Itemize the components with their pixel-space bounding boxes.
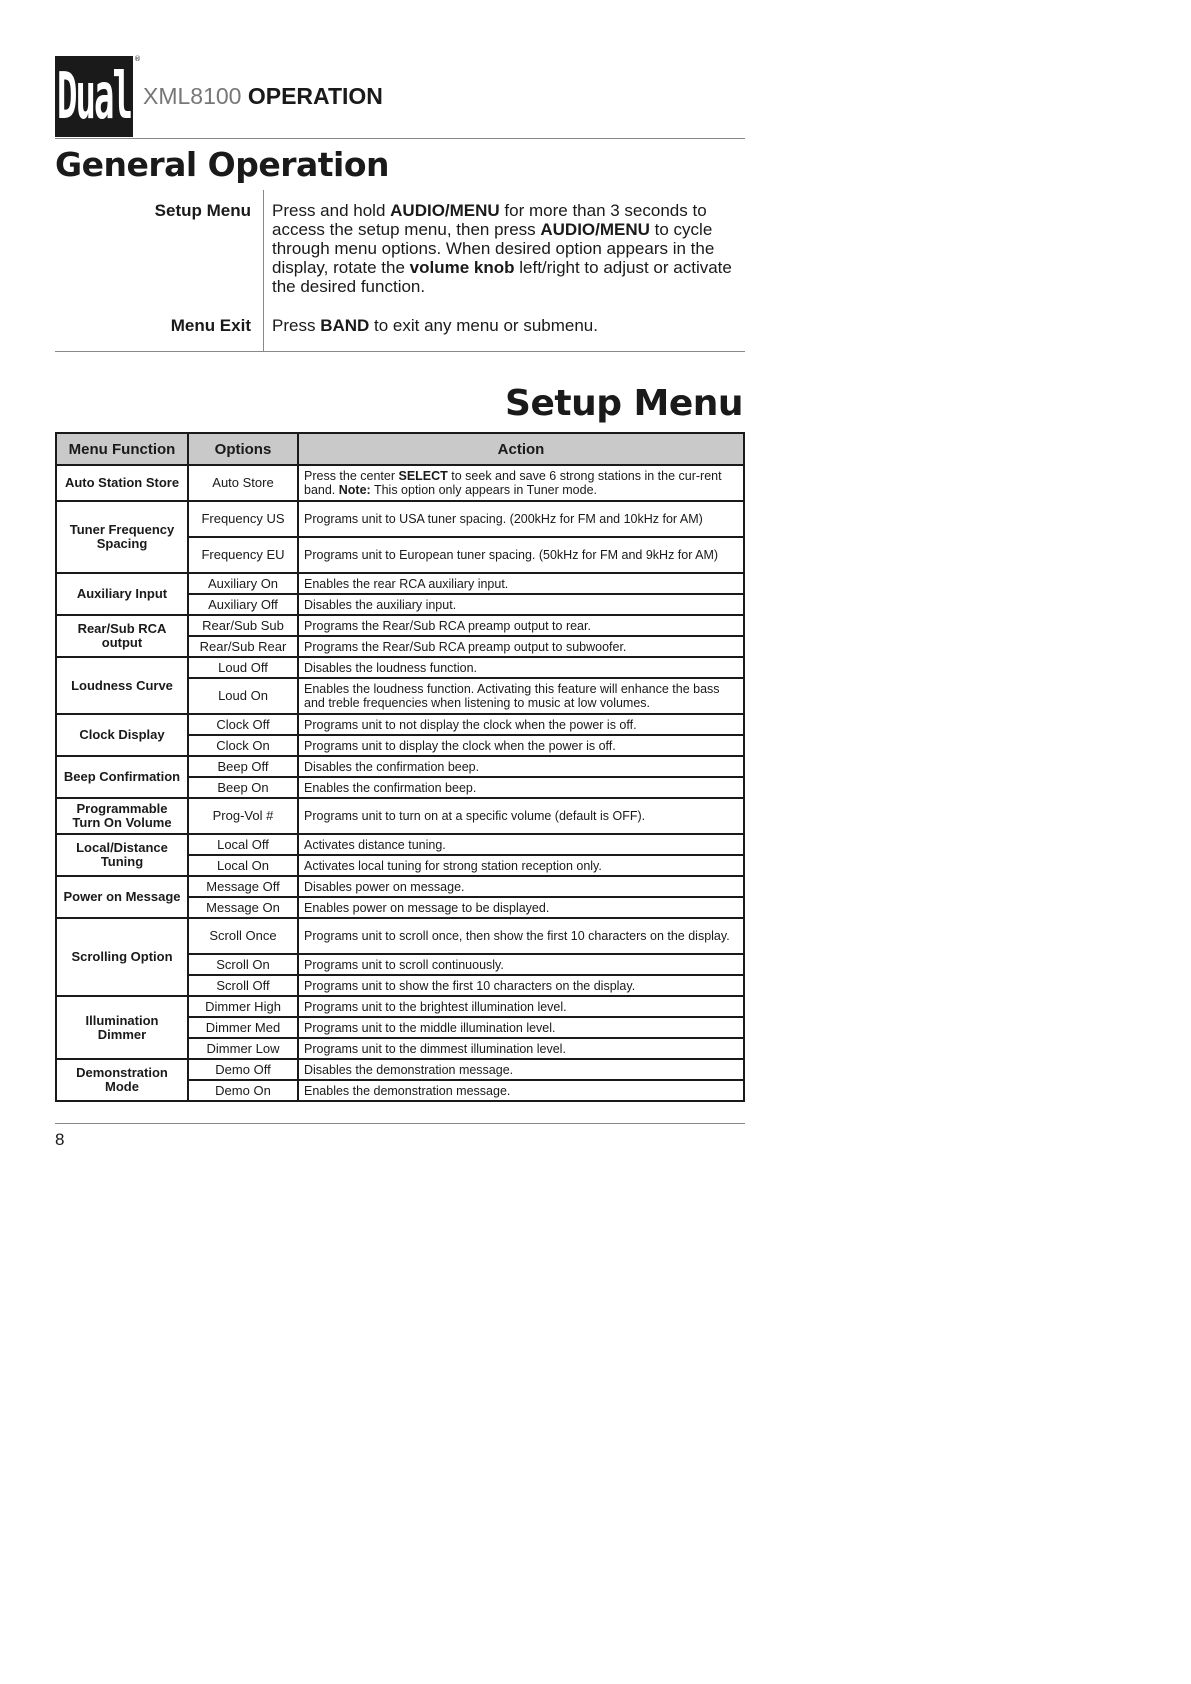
- option-cell: Demo On: [188, 1080, 298, 1101]
- option-cell: Auxiliary Off: [188, 594, 298, 615]
- menu-function-cell: Illumination Dimmer: [56, 996, 188, 1059]
- action-cell: Disables the auxiliary input.: [298, 594, 744, 615]
- option-cell: Rear/Sub Rear: [188, 636, 298, 657]
- option-cell: Frequency EU: [188, 537, 298, 573]
- setup-menu-label: Setup Menu: [154, 201, 251, 220]
- section-name: OPERATION: [247, 83, 383, 109]
- menu-function-cell: Auxiliary Input: [56, 573, 188, 615]
- header-divider: [55, 138, 745, 139]
- menu-exit-description: Press BAND to exit any menu or submenu.: [272, 316, 598, 335]
- action-cell: Programs unit to not display the clock when the power is off.: [298, 714, 744, 735]
- option-cell: Loud On: [188, 678, 298, 714]
- footer-divider: [55, 1123, 745, 1124]
- page-header: [55, 55, 745, 138]
- action-cell: Programs unit to display the clock when the power is off.: [298, 735, 744, 756]
- action-cell: Disables the confirmation beep.: [298, 756, 744, 777]
- action-cell: Programs unit to USA tuner spacing. (200kHz for FM and 10kHz for AM): [298, 501, 744, 537]
- action-cell: Activates local tuning for strong station reception only.: [298, 855, 744, 876]
- table-row: [56, 876, 744, 897]
- action-cell: Programs unit to turn on at a specific volume (default is OFF).: [298, 798, 744, 834]
- table-row: [56, 657, 744, 678]
- setup-menu-title: Setup Menu: [505, 383, 743, 424]
- table-row: [56, 756, 744, 777]
- action-cell: Programs the Rear/Sub RCA preamp output to rear.: [298, 615, 744, 636]
- option-cell: Scroll Off: [188, 975, 298, 996]
- logo-text: Dual: [57, 58, 131, 135]
- table-row: [56, 798, 744, 834]
- menu-function-cell: Beep Confirmation: [56, 756, 188, 798]
- table-row: [56, 918, 744, 954]
- menu-function-cell: Auto Station Store: [56, 465, 188, 501]
- option-cell: Dimmer Low: [188, 1038, 298, 1059]
- table-row: [56, 615, 744, 636]
- table-row: [56, 714, 744, 735]
- menu-exit-label: Menu Exit: [170, 316, 251, 335]
- option-cell: Loud Off: [188, 657, 298, 678]
- menu-function-cell: Loudness Curve: [56, 657, 188, 714]
- menu-function-cell: Clock Display: [56, 714, 188, 756]
- header-title: [143, 83, 383, 110]
- setup-menu-description: Press and hold AUDIO/MENU for more than 3 seconds to access the setup menu, then press AUDIO/MENU to cycle through menu options. When desired option appears in the display, rotate the volume knob left/right to adjust or activate the desired function.: [272, 201, 732, 296]
- table-row: [56, 573, 744, 594]
- action-cell: Programs unit to scroll continuously.: [298, 954, 744, 975]
- menu-function-cell: Tuner Frequency Spacing: [56, 501, 188, 573]
- option-cell: Beep On: [188, 777, 298, 798]
- menu-function-cell: Power on Message: [56, 876, 188, 918]
- option-cell: Dimmer High: [188, 996, 298, 1017]
- option-cell: Rear/Sub Sub: [188, 615, 298, 636]
- option-cell: Prog-Vol #: [188, 798, 298, 834]
- registered-mark: ®: [134, 55, 141, 63]
- option-cell: Message Off: [188, 876, 298, 897]
- action-cell: Enables the confirmation beep.: [298, 777, 744, 798]
- action-cell: Programs unit to the middle illumination level.: [298, 1017, 744, 1038]
- option-cell: Scroll Once: [188, 918, 298, 954]
- option-cell: Message On: [188, 897, 298, 918]
- option-cell: Local On: [188, 855, 298, 876]
- general-operation-section: [55, 190, 745, 351]
- action-cell: Disables power on message.: [298, 876, 744, 897]
- action-cell: Enables the loudness function. Activating this feature will enhance the bass and treble frequencies when listening to music at low volumes.: [298, 678, 744, 714]
- option-cell: Dimmer Med: [188, 1017, 298, 1038]
- action-cell: Programs unit to the dimmest illumination level.: [298, 1038, 744, 1059]
- table-header-row: [56, 433, 744, 465]
- model-number: XML8100: [143, 83, 242, 109]
- header-options: Options: [188, 433, 298, 465]
- option-cell: Clock Off: [188, 714, 298, 735]
- option-cell: Demo Off: [188, 1059, 298, 1080]
- header-action: Action: [298, 433, 744, 465]
- dual-logo: [55, 56, 133, 137]
- table-row: [56, 465, 744, 501]
- table-row: [56, 1059, 744, 1080]
- action-cell: Programs unit to the brightest illumination level.: [298, 996, 744, 1017]
- action-cell: Enables the rear RCA auxiliary input.: [298, 573, 744, 594]
- table-row: [56, 834, 744, 855]
- action-cell: Disables the demonstration message.: [298, 1059, 744, 1080]
- option-cell: Auto Store: [188, 465, 298, 501]
- menu-function-cell: Programmable Turn On Volume: [56, 798, 188, 834]
- setup-menu-table: [55, 432, 745, 1102]
- table-row: [56, 501, 744, 537]
- action-cell: Press the center SELECT to seek and save 6 strong stations in the cur-rent band. Note: This option only appears in Tuner mode.: [298, 465, 744, 501]
- action-cell: Enables power on message to be displayed.: [298, 897, 744, 918]
- table-row: [56, 996, 744, 1017]
- option-cell: Scroll On: [188, 954, 298, 975]
- manual-page: [55, 55, 745, 1150]
- action-cell: Disables the loudness function.: [298, 657, 744, 678]
- action-cell: Programs the Rear/Sub RCA preamp output to subwoofer.: [298, 636, 744, 657]
- option-cell: Frequency US: [188, 501, 298, 537]
- menu-function-cell: Rear/Sub RCA output: [56, 615, 188, 657]
- action-cell: Programs unit to European tuner spacing. (50kHz for FM and 9kHz for AM): [298, 537, 744, 573]
- page-number: 8: [55, 1130, 65, 1149]
- header-menu-function: Menu Function: [56, 433, 188, 465]
- option-cell: Beep Off: [188, 756, 298, 777]
- action-cell: Activates distance tuning.: [298, 834, 744, 855]
- menu-function-cell: Demonstration Mode: [56, 1059, 188, 1101]
- section-divider: [55, 351, 745, 352]
- action-cell: Programs unit to show the first 10 characters on the display.: [298, 975, 744, 996]
- action-cell: Enables the demonstration message.: [298, 1080, 744, 1101]
- option-cell: Auxiliary On: [188, 573, 298, 594]
- action-cell: Programs unit to scroll once, then show the first 10 characters on the display.: [298, 918, 744, 954]
- option-cell: Local Off: [188, 834, 298, 855]
- option-cell: Clock On: [188, 735, 298, 756]
- menu-function-cell: Scrolling Option: [56, 918, 188, 996]
- menu-function-cell: Local/Distance Tuning: [56, 834, 188, 876]
- general-operation-title: General Operation: [55, 145, 390, 184]
